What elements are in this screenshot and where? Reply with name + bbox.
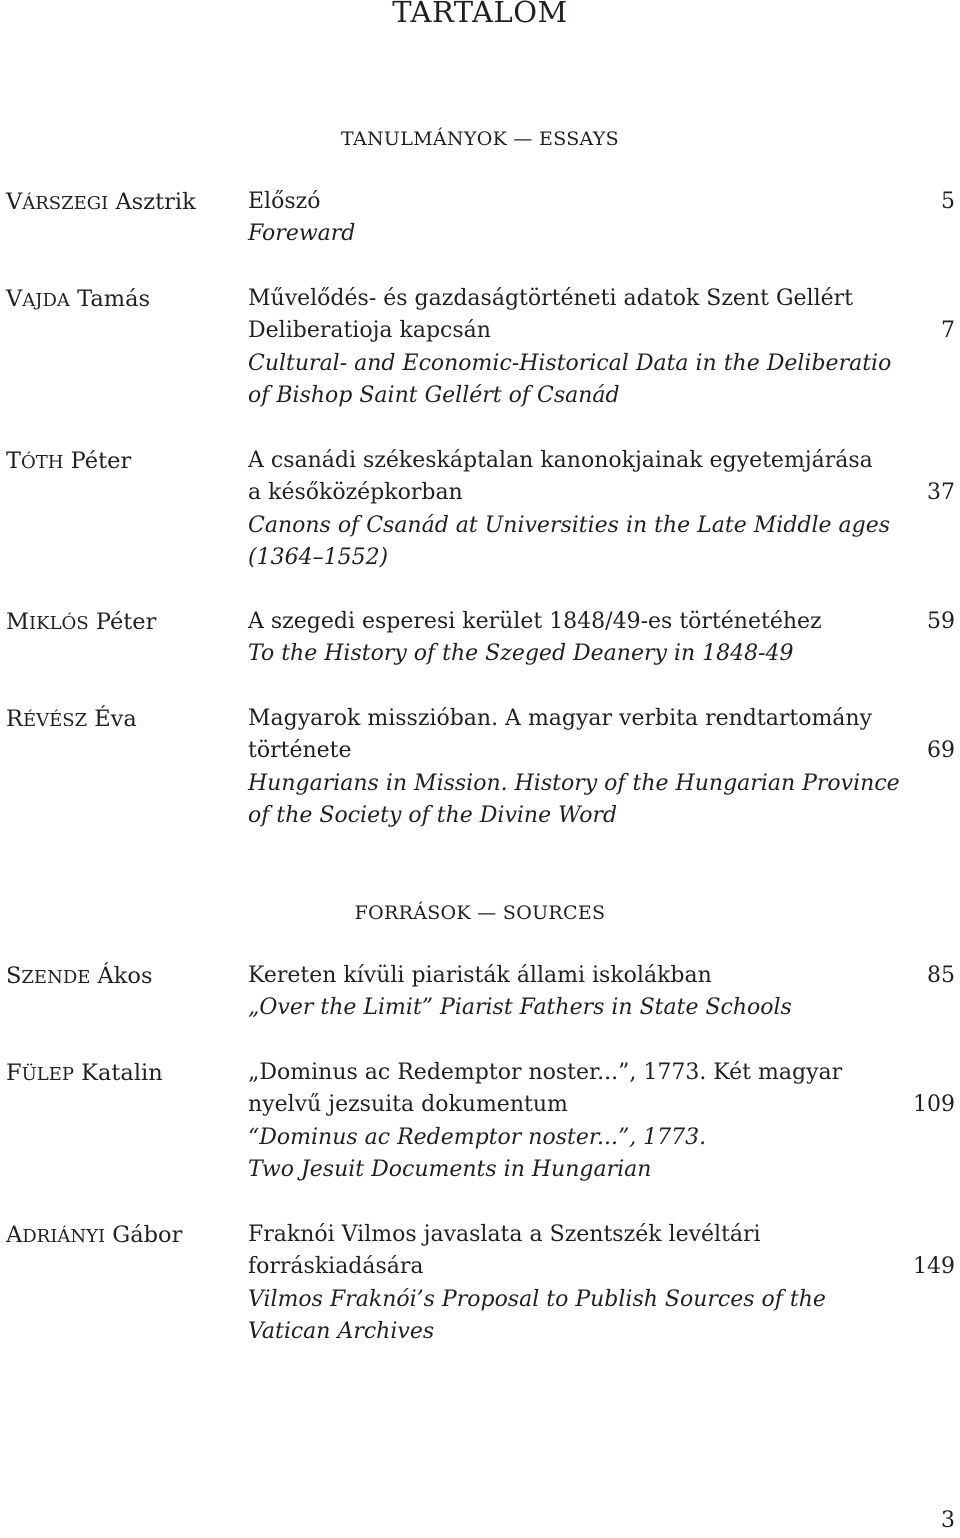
entry-title-en: of the Society of the Divine Word	[248, 803, 618, 829]
entry-title-block	[248, 960, 888, 1025]
page-folio-number: 3	[941, 1508, 955, 1533]
entry-title-hu: Fraknói Vilmos javaslata a Szentszék levéltári	[248, 1222, 761, 1247]
entry-title-hu: A csanádi székeskáptalan kanonokjainak egyetemjárása	[248, 448, 873, 473]
section-heading-sources: FORRÁSOK — SOURCES	[354, 902, 606, 924]
entry-title-en: (1364–1552)	[248, 545, 389, 571]
entry-title-block	[248, 283, 892, 413]
section-heading-essays: TANULMÁNYOK — ESSAYS	[341, 128, 619, 150]
entry-page-number: 69	[927, 738, 955, 764]
page-title: TARTALOM	[392, 0, 568, 29]
entry-page-number: 85	[927, 963, 955, 988]
entry-page-number: 149	[913, 1254, 955, 1280]
entry-title-block	[248, 186, 888, 251]
entry-page-number: 7	[941, 318, 955, 344]
entry-title-en: „Over the Limit” Piarist Fathers in State Schools	[248, 995, 792, 1021]
entry-title-hu: Deliberatioja kapcsán	[248, 318, 491, 344]
entry-author: VAJDA Tamás	[6, 286, 151, 312]
entry-title-en: “Dominus ac Redemptor noster...”, 1773.	[248, 1124, 707, 1150]
entry-title-hu: nyelvű jezsuita dokumentum	[248, 1092, 568, 1118]
entry-title-en: Hungarians in Mission. History of the Hungarian Province	[248, 770, 900, 796]
entry-author: RÉVÉSZ Éva	[6, 706, 137, 732]
entry-title-en: Foreward	[248, 221, 356, 247]
entry-title-hu: A szegedi esperesi kerület 1848/49-es történetéhez	[248, 609, 822, 634]
entry-title-block	[248, 1219, 888, 1349]
entry-title-hu: „Dominus ac Redemptor noster...”, 1773. Két magyar	[248, 1060, 843, 1085]
entry-author: VÁRSZEGI Asztrik	[6, 189, 196, 215]
entry-title-block	[248, 703, 900, 833]
entry-author: TÓTH Péter	[6, 448, 132, 474]
entry-page-number: 37	[927, 480, 955, 506]
entry-title-hu: forráskiadására	[248, 1254, 424, 1280]
entry-title-en: of Bishop Saint Gellért of Csanád	[248, 383, 620, 409]
entry-title-en: Vilmos Fraknói’s Proposal to Publish Sources of the	[248, 1286, 826, 1312]
entry-author: SZENDE Ákos	[6, 963, 153, 989]
entry-title-en: Vatican Archives	[248, 1319, 435, 1345]
entry-title-block	[248, 606, 888, 671]
entry-title-en: To the History of the Szeged Deanery in 1848-49	[248, 641, 794, 667]
entry-page-number: 109	[913, 1092, 955, 1118]
entry-title-hu: Művelődés- és gazdaságtörténeti adatok Szent Gellért	[248, 286, 853, 311]
entry-author: MIKLÓS Péter	[6, 609, 157, 635]
entry-title-hu: Magyarok misszióban. A magyar verbita rendtartomány	[248, 706, 873, 731]
entry-page-number: 5	[941, 189, 955, 214]
entry-title-hu: a későközépkorban	[248, 480, 463, 506]
entry-title-block	[248, 445, 891, 575]
entry-title-hu: Előszó	[248, 189, 321, 214]
entry-title-en: Canons of Csanád at Universities in the Late Middle ages	[248, 512, 891, 538]
entry-title-en: Two Jesuit Documents in Hungarian	[248, 1157, 652, 1183]
entry-title-hu: Kereten kívüli piaristák állami iskolákban	[248, 963, 712, 988]
entry-author: FÜLEP Katalin	[6, 1060, 163, 1086]
entry-title-hu: története	[248, 738, 352, 764]
entry-title-block	[248, 1057, 888, 1187]
entry-author: ADRIÁNYI Gábor	[6, 1222, 183, 1248]
entry-page-number: 59	[927, 609, 955, 634]
entry-title-en: Cultural- and Economic-Historical Data in the Deliberatio	[248, 350, 892, 376]
